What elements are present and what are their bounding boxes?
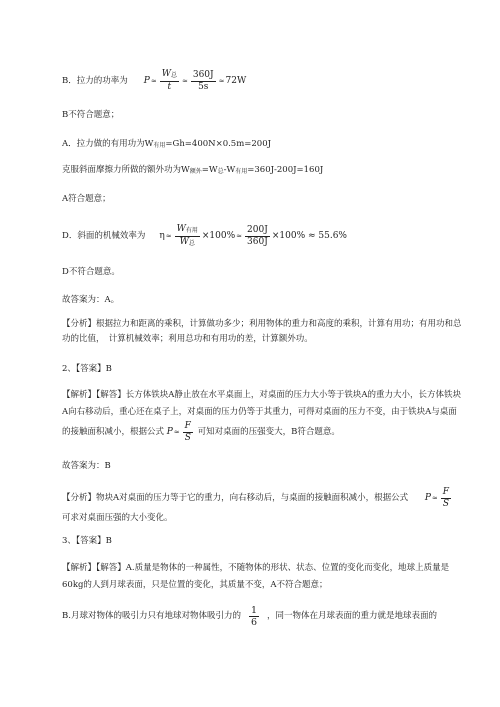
approx-sign: ≈: [181, 77, 188, 85]
pressure-formula: P ≈ $\frac{F}{S}$: [166, 421, 191, 443]
pressure-formula: P ≈ $\frac{F}{S}$: [424, 487, 450, 509]
eta-symbol: η: [159, 231, 165, 241]
option-d-efficiency: [62, 222, 347, 250]
value-fraction: $\frac{360J}{5s}$: [192, 69, 214, 92]
one-sixth-fraction: $\frac{1}{6}$: [250, 604, 257, 628]
extra-work-line: 克服斜面摩擦力所做的额外功为W额外=W总-W有用=360J-200J=160J: [62, 165, 324, 175]
option-b-moon: B.月球对物体的吸引力只有地球对物体吸引力的 $\frac{1}{6}$ ，同一物体在月球表面的重力就是地球表面的: [62, 604, 438, 628]
work-ratio-fraction: $\frac{\text{W有用}}{\text{W总}}$: [176, 223, 198, 247]
answer-1: 故答案为：A。: [62, 295, 120, 305]
power-result: 72W: [225, 76, 247, 86]
option-b-power: [62, 68, 246, 94]
option-a-useful-work: A．拉力做的有用功为W有用=Gh=400N×0.5m=200J: [62, 139, 272, 149]
explanation-3: 【解析】【解答】A.质量是物体的一种属性，不随物体的形状、状态、位置的变化而变化，地球上质量是60kg的人到月球表面，只是位置的变化，其质量不变，A不符合题意；: [62, 563, 450, 590]
work-time-fraction: $\frac{\text{W总}}{t}$: [161, 69, 177, 92]
question-2-answer: 2、【答案】B: [62, 364, 112, 374]
answer-2: 故答案为：B: [62, 461, 111, 471]
efficiency-formula: η ≈ $\frac{\text{W有用}}{\text{W总}}$ ×100% ≈ $\frac{200J}{360J}$ ×100% ≈ 55.6%: [159, 223, 347, 247]
approx-sign: ≈: [150, 77, 157, 85]
power-symbol: P: [143, 76, 150, 86]
approx-sign: ≈: [236, 232, 243, 240]
explanation-2: 【解析】【解答】长方体铁块A静止放在水平桌面上，对桌面的压力大小等于铁块A的重力大小，长方体铁块A向右移动后，重心还在桌子上，对桌面的压力仍等于其重力，可得对桌面的压力不变，由于铁块A与桌面的接触面积减小，根据公式 P ≈ $\frac{F}{S}$ 可知对桌面的压强变大，B符合题意。: [62, 390, 462, 443]
power-formula: [144, 69, 246, 93]
option-b-conclusion: B不符合题意；: [62, 110, 120, 120]
option-d-conclusion: D不符合题意。: [62, 267, 120, 277]
analysis-2: 【分析】物块A对桌面的压力等于它的重力，向右移动后，与桌面的接触面积减小，根据公式 P ≈ $\frac{F}{S}$ 可求对桌面压强的大小变化。: [62, 487, 464, 527]
option-d-label: D．斜面的机械效率为: [62, 231, 146, 241]
approx-sign: ≈: [218, 77, 225, 85]
value-fraction: $\frac{200J}{360J}$: [247, 224, 268, 247]
option-b-label: B．拉力的功率为: [62, 76, 128, 86]
analysis-1: 【分析】根据拉力和距离的乘积，计算做功多少；利用物体的重力和高度的乘积，计算有用功；有用功和总功的比值， 计算机械效率；利用总功和有用功的差，计算额外功。: [62, 319, 462, 344]
approx-sign: ≈: [165, 232, 172, 240]
option-a-conclusion: A符合题意；: [62, 194, 111, 204]
question-3-answer: 3、【答案】B: [62, 536, 112, 546]
